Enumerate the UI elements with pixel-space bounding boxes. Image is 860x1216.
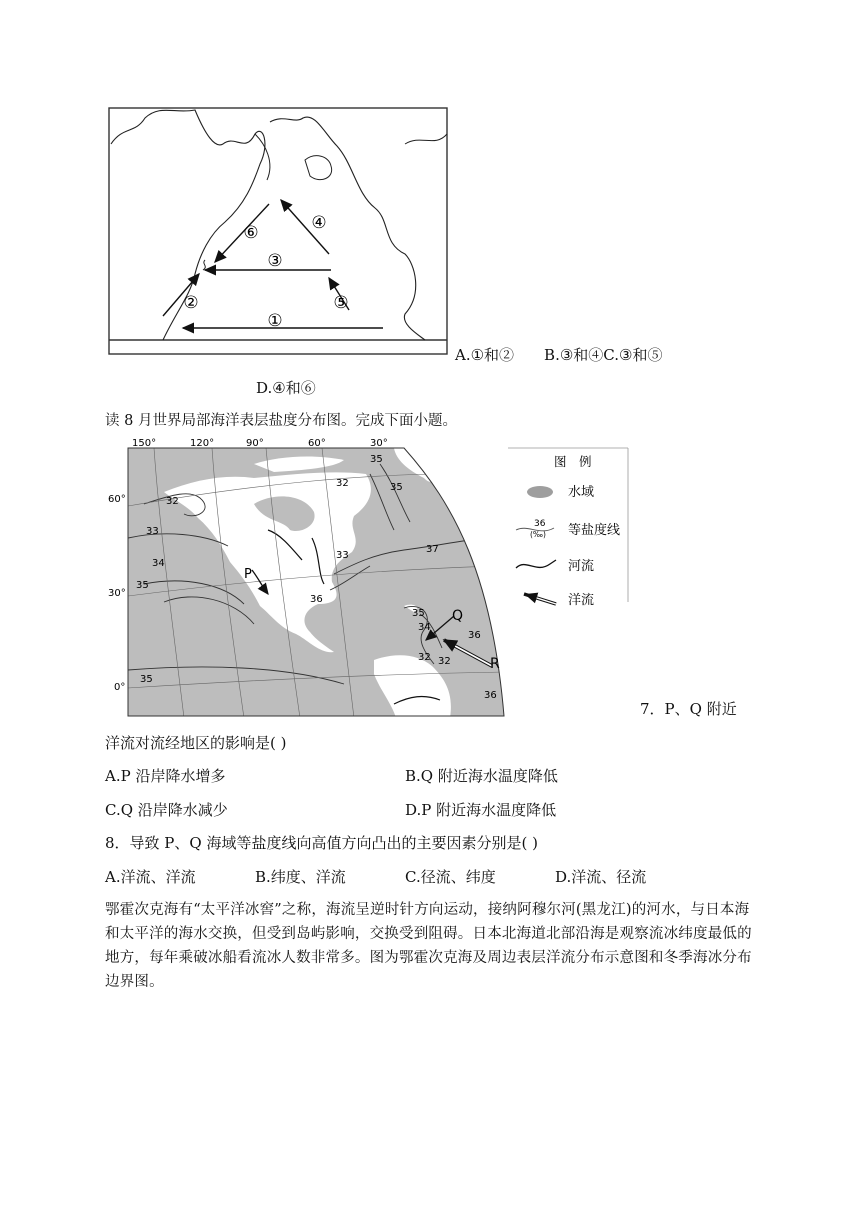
current-arrow-6	[215, 204, 269, 262]
contour-label: 32	[166, 496, 179, 507]
bay-outline	[305, 156, 332, 180]
contour-label: 35	[370, 454, 383, 465]
ocean-current-triangle-map	[105, 104, 450, 358]
q8-stem: 8．导致 P、Q 海域等盐度线向高值方向凸出的主要因素分别是( )	[105, 834, 538, 852]
lon-label: 120°	[190, 438, 215, 449]
map1-label: ②	[183, 293, 199, 313]
river-icon	[516, 560, 556, 568]
point-q-label: Q	[452, 608, 464, 624]
okhotsk-passage: 鄂霍次克海有“太平洋冰窖”之称，海流呈逆时针方向运动，接纳阿穆尔河(黑龙江)的河水，与日本海和太平洋的海水交换，但受到岛屿影响，交换受到阻碍。日本北海道北部沿海是观察流冰纬度最低的地方，每年乘破冰船看流冰人数非常多。图为鄂霍次克海及周边表层洋流分布示意图和冬季海冰分布边界图。	[105, 902, 752, 990]
map-legend	[508, 448, 628, 608]
lat-label: 30°	[108, 588, 126, 599]
legend-isohaline-value: 36	[534, 519, 546, 529]
q7-option-b: B.Q 附近海水温度降低	[405, 767, 558, 785]
previous-question-option-d: D.④和⑥	[256, 379, 316, 397]
contour-label: 36	[468, 630, 481, 641]
legend-isohaline-unit: (‰)	[530, 530, 546, 539]
lon-label: 150°	[132, 438, 157, 449]
contour-label: 32	[438, 656, 451, 667]
contour-label: 35	[412, 608, 425, 619]
contour-label: 35	[136, 580, 149, 591]
section-intro: 读 8 月世界局部海洋表层盐度分布图。完成下面小题。	[105, 413, 457, 429]
q8-option-c: C.径流、纬度	[405, 868, 496, 886]
contour-label: 36	[484, 690, 497, 701]
lon-label: 90°	[246, 438, 264, 449]
salinity-distribution-map	[104, 434, 634, 718]
q7-stem-line1: 7．P、Q 附近	[640, 700, 737, 718]
lon-label: 30°	[370, 438, 388, 449]
legend-label-water: 水域	[568, 485, 595, 500]
contour-label: 32	[418, 652, 431, 663]
legend-label-river: 河流	[568, 559, 595, 574]
contour-label: 35	[140, 674, 153, 685]
q7-option-a: A.P 沿岸降水增多	[105, 767, 226, 785]
contour-label: 34	[152, 558, 165, 569]
q8-option-b: B.纬度、洋流	[255, 868, 346, 886]
legend-label-current: 洋流	[568, 593, 595, 608]
q8-option-d: D.洋流、径流	[555, 868, 647, 886]
island-icon	[203, 260, 205, 270]
contour-label: 34	[418, 622, 431, 633]
map1-label: ①	[267, 311, 283, 331]
lon-label: 60°	[308, 438, 326, 449]
previous-question-options: A.①和② B.③和④C.③和⑤	[455, 346, 663, 364]
map1-label: ⑤	[333, 293, 349, 313]
lat-label: 60°	[108, 494, 126, 505]
map1-label: ⑥	[243, 223, 259, 243]
contour-label: 32	[336, 478, 349, 489]
contour-label: 33	[336, 550, 349, 561]
contour-label: 36	[310, 594, 323, 605]
q7-option-c: C.Q 沿岸降水减少	[105, 801, 228, 819]
q7-stem-line2: 洋流对流经地区的影响是( )	[105, 734, 287, 752]
q8-option-a: A.洋流、洋流	[105, 868, 196, 886]
water-swatch-icon	[527, 486, 553, 498]
map1-label: ③	[267, 251, 283, 271]
legend-title: 图 例	[554, 454, 592, 469]
q7-option-d: D.P 附近海水温度降低	[405, 801, 557, 819]
contour-label: 35	[390, 482, 403, 493]
contour-label: 37	[426, 544, 439, 555]
map1-label: ④	[311, 213, 327, 233]
point-r-label: R	[490, 656, 500, 672]
legend-label-isohaline: 等盐度线	[568, 523, 621, 538]
point-p-label: P	[244, 567, 252, 582]
coastline-northeast	[405, 134, 447, 144]
contour-label: 33	[146, 526, 159, 537]
lat-label: 0°	[114, 682, 126, 693]
current-arrow-icon	[526, 595, 556, 604]
